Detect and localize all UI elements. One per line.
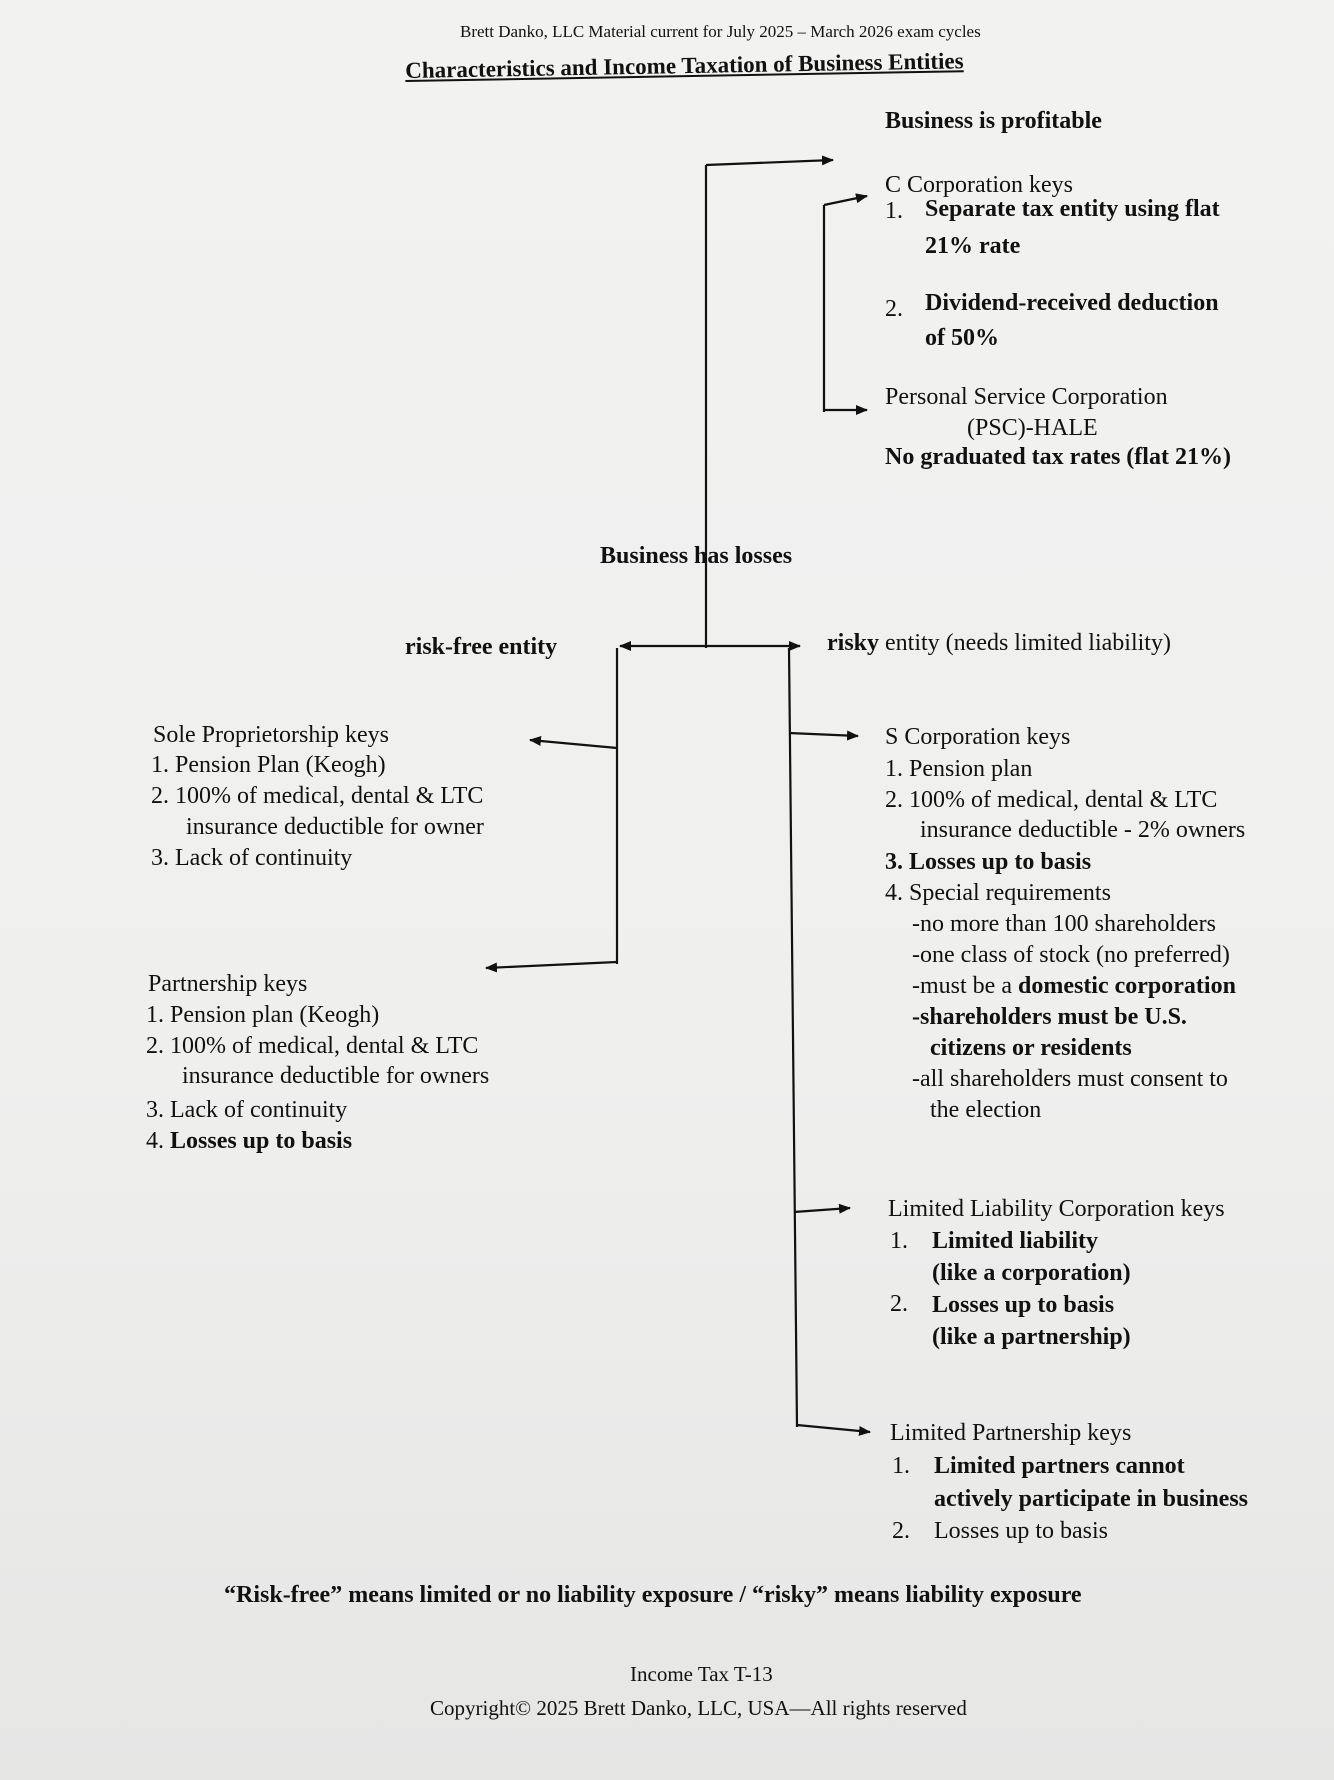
- s-corp-req-4: -shareholders must be U.S.: [912, 1004, 1187, 1030]
- sole-prop-item-3: 3. Lack of continuity: [151, 845, 353, 871]
- s-corp-req-1: -no more than 100 shareholders: [912, 911, 1216, 937]
- s-corp-req-3: -must be a domestic corporation: [912, 973, 1236, 999]
- c-corp-item-1-num: 1.: [885, 198, 903, 224]
- llc-item-1-cont: (like a corporation): [932, 1260, 1131, 1286]
- s-corp-item-2: 2. 100% of medical, dental & LTC: [885, 787, 1218, 813]
- llc-item-1: Limited liability: [932, 1228, 1099, 1254]
- llc-title: Limited Liability Corporation keys: [888, 1196, 1225, 1222]
- risk-free-label: risk-free entity: [405, 634, 558, 660]
- partnership-item-2: 2. 100% of medical, dental & LTC: [146, 1033, 479, 1059]
- arrow-lp: [797, 1425, 870, 1432]
- losses-heading: Business has losses: [600, 543, 793, 569]
- llc-item-2-num: 2.: [890, 1291, 908, 1317]
- page-header: Brett Danko, LLC Material current for July 2025 – March 2026 exam cycles: [460, 22, 981, 41]
- page-title: Characteristics and Income Taxation of Business Entities: [405, 48, 964, 83]
- footer-copyright: Copyright© 2025 Brett Danko, LLC, USA—All rights reserved: [430, 1696, 967, 1720]
- psc-line-3: No graduated tax rates (flat 21%): [885, 444, 1231, 470]
- sole-prop-item-2-cont: insurance deductible for owner: [186, 814, 484, 840]
- s-corp-req-2: -one class of stock (no preferred): [912, 942, 1230, 968]
- psc-line-1: Personal Service Corporation: [885, 384, 1168, 410]
- lp-title: Limited Partnership keys: [890, 1420, 1132, 1446]
- footer-page-label: Income Tax T-13: [630, 1662, 773, 1686]
- arrow-partnership: [486, 962, 617, 968]
- arrow-s-corp: [789, 733, 858, 736]
- lp-item-1-cont: actively participate in business: [934, 1486, 1249, 1512]
- sole-prop-title: Sole Proprietorship keys: [153, 722, 389, 748]
- c-corp-title: C Corporation keys: [885, 172, 1073, 198]
- arrow-sole-prop: [530, 740, 617, 748]
- s-corp-item-1: 1. Pension plan: [885, 756, 1033, 782]
- c-corp-item-2-line2: of 50%: [925, 325, 999, 351]
- partnership-item-3: 3. Lack of continuity: [146, 1097, 348, 1123]
- s-corp-item-2-cont: insurance deductible - 2% owners: [920, 817, 1246, 843]
- lp-item-1-num: 1.: [892, 1453, 910, 1479]
- llc-item-1-num: 1.: [890, 1228, 908, 1254]
- partnership-item-2-cont: insurance deductible for owners: [182, 1063, 490, 1089]
- s-corp-req-4-cont: citizens or residents: [930, 1035, 1132, 1061]
- s-corp-req-5-cont: the election: [930, 1097, 1042, 1123]
- llc-item-2: Losses up to basis: [932, 1292, 1115, 1318]
- c-corp-item-1-line1: Separate tax entity using flat: [925, 196, 1220, 222]
- profitable-heading: Business is profitable: [885, 108, 1102, 134]
- definition-note: “Risk-free” means limited or no liability exposure / “risky” means liability exposure: [224, 1582, 1082, 1608]
- lp-item-2: Losses up to basis: [934, 1518, 1108, 1544]
- c-corp-item-2-line1: Dividend-received deduction: [925, 290, 1219, 316]
- sole-prop-item-1: 1. Pension Plan (Keogh): [151, 752, 386, 778]
- sole-prop-item-2: 2. 100% of medical, dental & LTC: [151, 783, 484, 809]
- risky-label: risky entity (needs limited liability): [827, 630, 1171, 656]
- psc-line-2: (PSC)-HALE: [967, 415, 1098, 441]
- s-corp-item-4: 4. Special requirements: [885, 880, 1111, 906]
- s-corp-item-3: 3. Losses up to basis: [885, 849, 1092, 875]
- lp-item-2-num: 2.: [892, 1518, 910, 1544]
- partnership-item-4: 4. Losses up to basis: [146, 1128, 353, 1154]
- c-corp-item-2-num: 2.: [885, 296, 903, 322]
- arrow-profitable: [706, 160, 833, 165]
- lp-item-1: Limited partners cannot: [934, 1453, 1185, 1479]
- s-corp-req-5: -all shareholders must consent to: [912, 1066, 1228, 1092]
- arrow-llc: [794, 1208, 850, 1212]
- s-corp-title: S Corporation keys: [885, 724, 1071, 750]
- partnership-title: Partnership keys: [148, 971, 308, 997]
- llc-item-2-cont: (like a partnership): [932, 1324, 1131, 1350]
- c-corp-item-1-line2: 21% rate: [925, 233, 1021, 259]
- partnership-item-1: 1. Pension plan (Keogh): [146, 1002, 380, 1028]
- arrow-c-corp: [824, 196, 867, 205]
